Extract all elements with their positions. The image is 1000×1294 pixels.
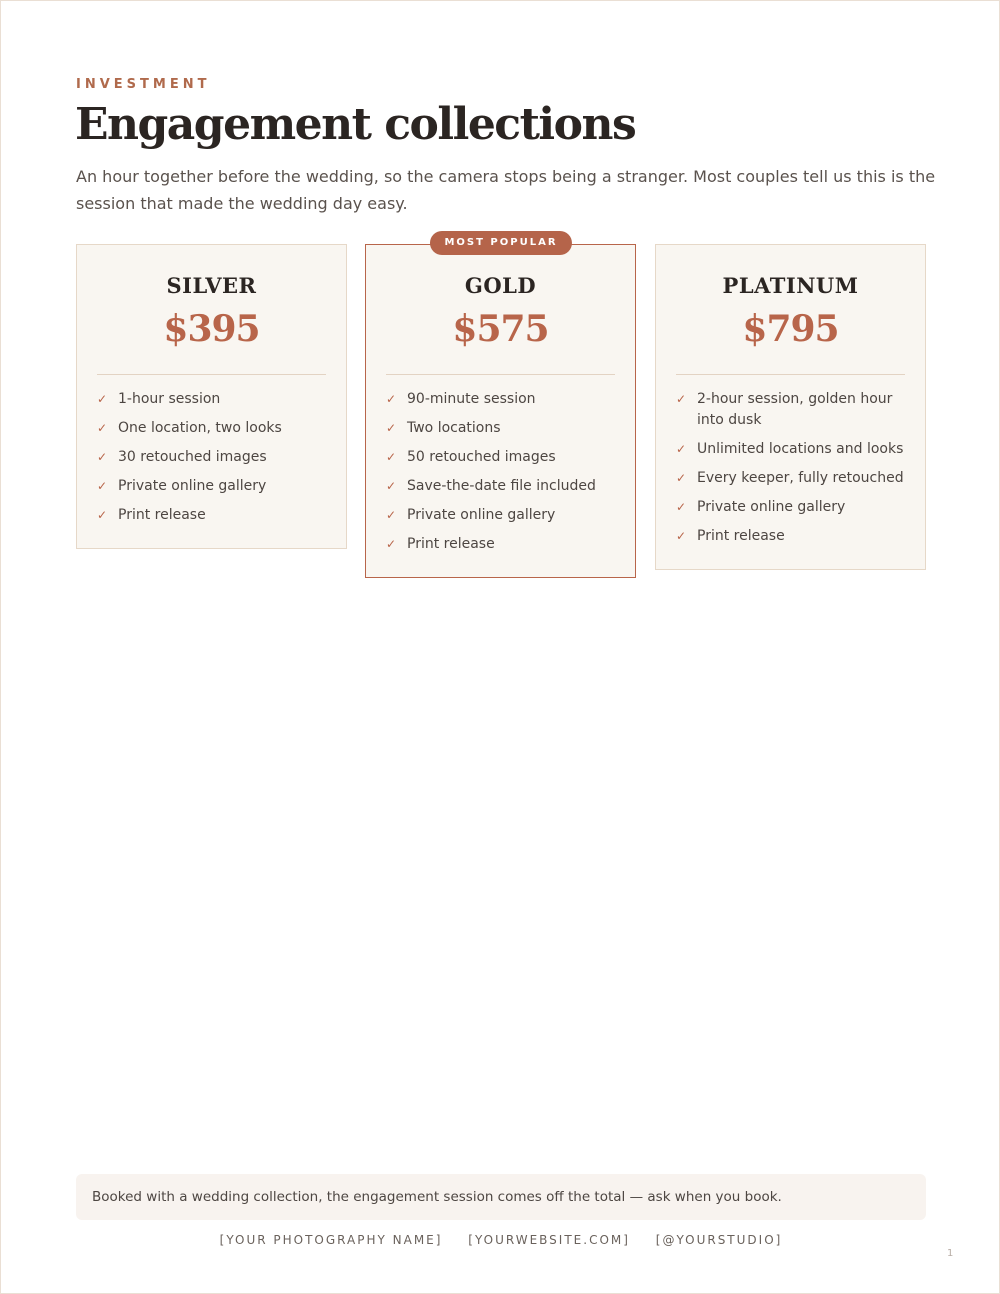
feature-item (386, 476, 615, 497)
feature-item (386, 505, 615, 526)
check-icon: ✓ (386, 537, 397, 551)
feature-item (97, 418, 326, 439)
feature-item (676, 468, 905, 489)
feature-item (97, 476, 326, 497)
feature-label: 30 retouched images (118, 449, 267, 465)
booking-note: Booked with a wedding collection, the engagement session comes off the total — ask when you book. (76, 1174, 926, 1220)
feature-item (386, 534, 615, 555)
feature-label: 1-hour session (118, 391, 221, 407)
feature-item (676, 497, 905, 518)
tier-name: PLATINUM (722, 273, 859, 298)
feature-list (656, 389, 925, 547)
check-icon: ✓ (97, 479, 108, 493)
footer-website-link[interactable]: [YOURWEBSITE.COM] (468, 1233, 630, 1247)
feature-label: Unlimited locations and looks (697, 441, 904, 457)
feature-label: One location, two looks (118, 420, 282, 436)
feature-item (676, 389, 905, 431)
divider (97, 374, 326, 375)
tier-price: $575 (452, 308, 549, 350)
check-icon: ✓ (97, 508, 108, 522)
feature-label: Print release (697, 528, 785, 544)
check-icon: ✓ (386, 421, 397, 435)
most-popular-badge: MOST POPULAR (429, 231, 571, 255)
check-icon: ✓ (676, 529, 687, 543)
feature-label: 90-minute session (407, 391, 536, 407)
tier-card-gold (365, 237, 636, 578)
check-icon: ✓ (97, 421, 108, 435)
section-eyebrow: INVESTMENT (76, 77, 211, 92)
feature-list (366, 389, 635, 555)
feature-item (97, 389, 326, 410)
intro-paragraph: An hour together before the wedding, so the camera stops being a stranger. Most couples tell us this is the session that made the wedding day easy. (76, 167, 936, 213)
feature-item (676, 439, 905, 460)
tier-price: $395 (163, 308, 260, 350)
check-icon: ✓ (676, 500, 687, 514)
check-icon: ✓ (386, 479, 397, 493)
tier-price: $795 (742, 308, 839, 350)
check-icon: ✓ (676, 442, 687, 456)
feature-item (386, 447, 615, 468)
feature-label: 2-hour session, golden hour into dusk (697, 391, 893, 428)
feature-label: Private online gallery (407, 507, 556, 523)
feature-item (386, 389, 615, 410)
check-icon: ✓ (676, 471, 687, 485)
check-icon: ✓ (97, 392, 108, 406)
check-icon: ✓ (97, 450, 108, 464)
tier-card-silver (76, 244, 347, 549)
tier-card-platinum (655, 244, 926, 570)
divider (386, 374, 615, 375)
feature-label: Print release (118, 507, 206, 523)
footer (1, 1233, 1000, 1247)
feature-label: Save-the-date file included (407, 478, 596, 494)
feature-label: Private online gallery (118, 478, 267, 494)
check-icon: ✓ (386, 508, 397, 522)
divider (676, 374, 905, 375)
feature-item (97, 447, 326, 468)
feature-list (77, 389, 346, 526)
feature-label: Every keeper, fully retouched (697, 470, 904, 486)
footer-social-handle[interactable]: [@YOURSTUDIO] (655, 1233, 783, 1247)
page-number: 1 (947, 1248, 954, 1259)
feature-item (386, 418, 615, 439)
feature-label: Private online gallery (697, 499, 846, 515)
footer-studio-name: [YOUR PHOTOGRAPHY NAME] (219, 1233, 443, 1247)
feature-item (97, 505, 326, 526)
check-icon: ✓ (386, 392, 397, 406)
feature-label: 50 retouched images (407, 449, 556, 465)
check-icon: ✓ (386, 450, 397, 464)
tier-name: SILVER (166, 273, 257, 298)
check-icon: ✓ (676, 392, 687, 406)
tier-name: GOLD (464, 273, 537, 298)
page-title: Engagement collections (75, 99, 636, 150)
feature-label: Two locations (407, 420, 501, 436)
feature-label: Print release (407, 536, 495, 552)
feature-item (676, 526, 905, 547)
